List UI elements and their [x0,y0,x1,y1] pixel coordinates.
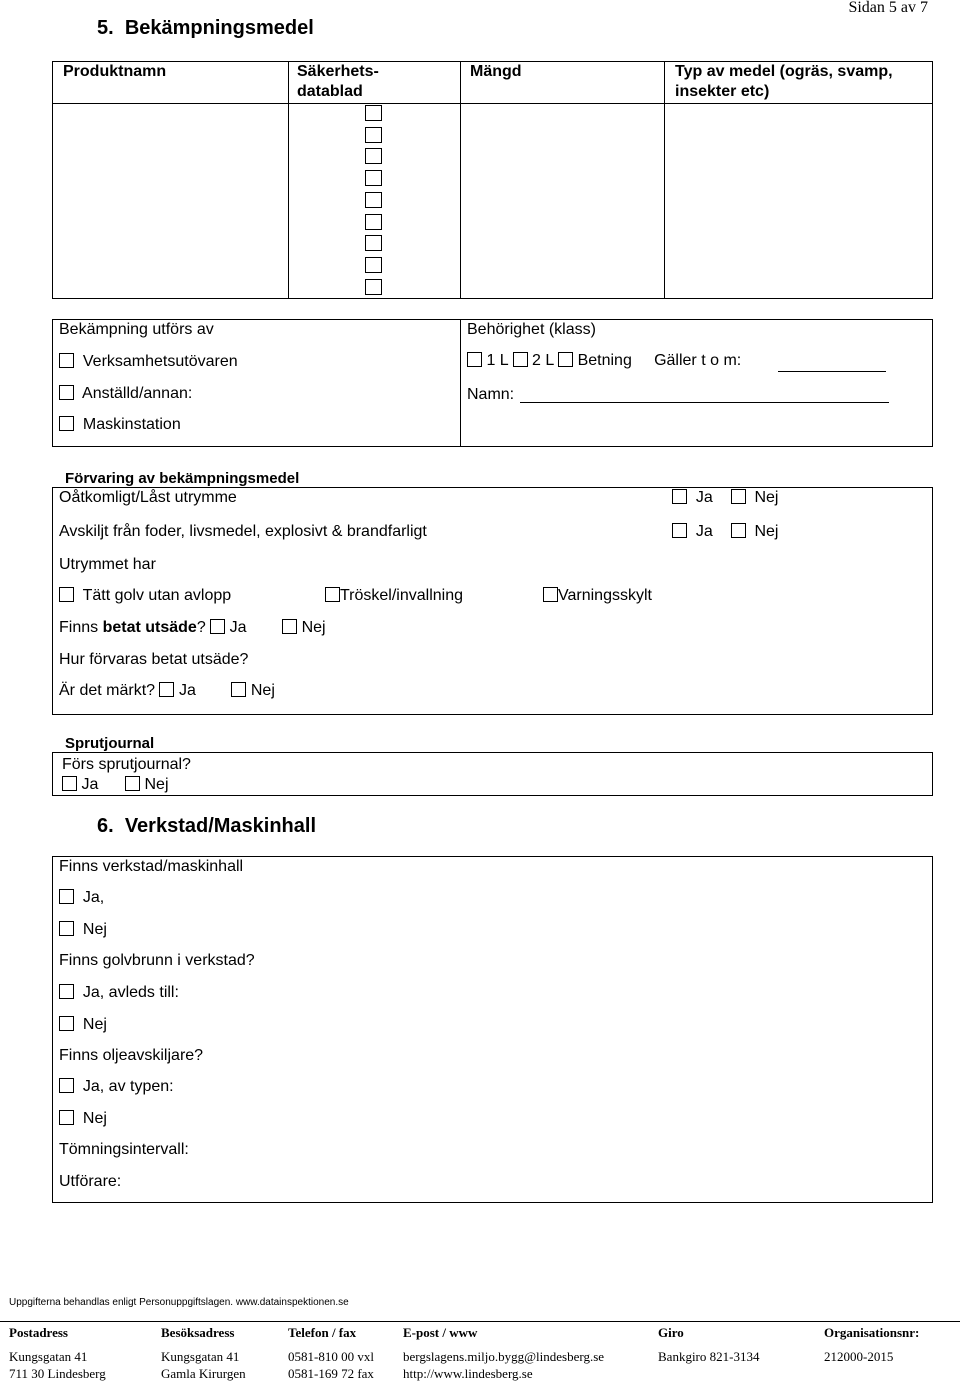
product-table [52,61,933,299]
checkbox-yes[interactable] [62,776,77,791]
footer-giro-1: Bankgiro 821-3134 [658,1349,760,1364]
section-6-title: Verkstad/Maskinhall [124,815,317,837]
storage-q1-answers: Ja Nej [672,489,778,507]
feature-tight-floor[interactable]: Tätt golv utan avlopp [59,587,231,605]
checkbox-yes[interactable] [210,619,225,634]
performer-label: Utförare: [59,1173,122,1190]
option-maskinstation[interactable]: Maskinstation [59,416,181,434]
section-5-heading [97,17,314,40]
checkbox[interactable] [59,1078,74,1093]
checkbox[interactable] [59,416,74,431]
footer-besoksadress-2: Gamla Kirurgen [161,1366,246,1381]
space-has-label: Utrymmet har [59,556,156,573]
footer-header-besoksadress: Besöksadress [161,1325,235,1340]
footer-telefon-2: 0581-169 72 fax [288,1366,374,1381]
valid-until-label: Gäller t o m: [654,352,742,369]
checkbox-no[interactable] [125,776,140,791]
footer-header-epost: E-post / www [403,1325,478,1340]
checkbox[interactable] [59,353,74,368]
datasheet-checkbox[interactable] [365,170,382,186]
storage-q1: Oåtkomligt/Låst utrymme [59,489,237,506]
checkbox-yes[interactable] [672,489,687,504]
storage-heading: Förvaring av bekämpningsmedel [65,470,300,487]
spray-journal-answers: Ja Nej [62,776,169,794]
header-typ: Typ av medel (ogräs, svamp, [675,63,893,80]
feature-threshold[interactable]: Tröskel/invallning [325,587,463,605]
workshop-yes[interactable]: Ja, [59,889,104,907]
authorization-classes: 1 L 2 L Betning Gäller t o m: [467,352,741,370]
drain-no[interactable]: Nej [59,1016,107,1034]
privacy-notice: Uppgifterna behandlas enligt Personuppgiftslagen. www.datainspektionen.se [9,1297,349,1308]
datasheet-checkbox[interactable] [365,127,382,143]
name-label: Namn: [467,386,515,403]
header-sakerhets: Säkerhets- [297,63,379,80]
checkbox-no[interactable] [231,682,246,697]
checkbox-yes[interactable] [672,523,687,538]
name-line[interactable] [520,402,889,403]
footer-postadress-2: 711 30 Lindesberg [9,1366,106,1381]
datasheet-checkbox[interactable] [365,105,382,121]
checkbox[interactable] [543,587,558,602]
oil-yes[interactable]: Ja, av typen: [59,1078,174,1096]
page-indicator: Sidan 5 av 7 [848,0,928,16]
checkbox[interactable] [325,587,340,602]
checkbox[interactable] [59,1016,74,1031]
option-verksamhetsutovaren[interactable]: Verksamhetsutövaren [59,353,238,371]
drain-question: Finns golvbrunn i verkstad? [59,952,255,969]
checkbox-yes[interactable] [159,682,174,697]
footer-telefon-1: 0581-810 00 vxl [288,1349,374,1364]
storage-q2: Avskiljt från foder, livsmedel, explosivt & brandfarligt [59,523,427,540]
header-produktnamn: Produktnamn [63,63,167,80]
checkbox[interactable] [59,1110,74,1125]
footer-epost-1[interactable]: bergslagens.miljo.bygg@lindesberg.se [403,1349,605,1364]
treated-seed-how: Hur förvaras betat utsäde? [59,651,249,668]
emptying-interval-label: Tömningsintervall: [59,1141,189,1158]
checkbox[interactable] [59,921,74,936]
footer-header-telefon: Telefon / fax [288,1325,357,1340]
performed-by-heading: Bekämpning utförs av [59,321,214,338]
datasheet-checkbox[interactable] [365,192,382,208]
drain-yes[interactable]: Ja, avleds till: [59,984,179,1002]
oil-no[interactable]: Nej [59,1110,107,1128]
footer-postadress-1: Kungsgatan 41 [9,1349,88,1364]
workshop-question: Finns verkstad/maskinhall [59,858,244,875]
section-6-number: 6. [97,815,114,837]
workshop-no[interactable]: Nej [59,921,107,939]
checkbox[interactable] [59,984,74,999]
section-5-title: Bekämpningsmedel [124,17,314,39]
labeled-question: Är det märkt? Ja Nej [59,682,275,699]
valid-until-line[interactable] [778,371,886,372]
checkbox-no[interactable] [731,523,746,538]
feature-warning-sign[interactable]: Varningsskylt [543,587,652,605]
header-mangd: Mängd [470,63,522,80]
checkbox[interactable] [59,385,74,400]
checkbox-no[interactable] [282,619,297,634]
storage-q2-answers: Ja Nej [672,523,778,541]
treated-seed-question: Finns betat utsäde? Ja Nej [59,619,326,636]
datasheet-checkbox[interactable] [365,257,382,273]
section-5-number: 5. [97,17,114,39]
checkbox-betning[interactable] [558,352,573,367]
footer-header-postadress: Postadress [9,1325,68,1340]
checkbox[interactable] [59,889,74,904]
header-datablad: datablad [297,83,363,100]
datasheet-checkbox[interactable] [365,279,382,295]
footer-orgnr-1: 212000-2015 [824,1349,894,1364]
datasheet-checkbox[interactable] [365,148,382,164]
footer-header-orgnr: Organisationsnr: [824,1325,920,1340]
header-typ-2: insekter etc) [675,83,770,100]
checkbox-1l[interactable] [467,352,482,367]
spray-journal-question: Förs sprutjournal? [62,756,191,773]
footer-besoksadress-1: Kungsgatan 41 [161,1349,240,1364]
footer-www[interactable]: http://www.lindesberg.se [403,1366,533,1381]
datasheet-checkbox[interactable] [365,214,382,230]
spray-journal-heading: Sprutjournal [65,735,155,752]
section-6-heading [97,815,316,838]
option-anstalld[interactable]: Anställd/annan: [59,385,192,403]
authorization-heading: Behörighet (klass) [467,321,596,338]
oil-question: Finns oljeavskiljare? [59,1047,204,1064]
checkbox[interactable] [59,587,74,602]
checkbox-no[interactable] [731,489,746,504]
datasheet-checkbox[interactable] [365,235,382,251]
checkbox-2l[interactable] [513,352,528,367]
footer-header-giro: Giro [658,1325,684,1340]
